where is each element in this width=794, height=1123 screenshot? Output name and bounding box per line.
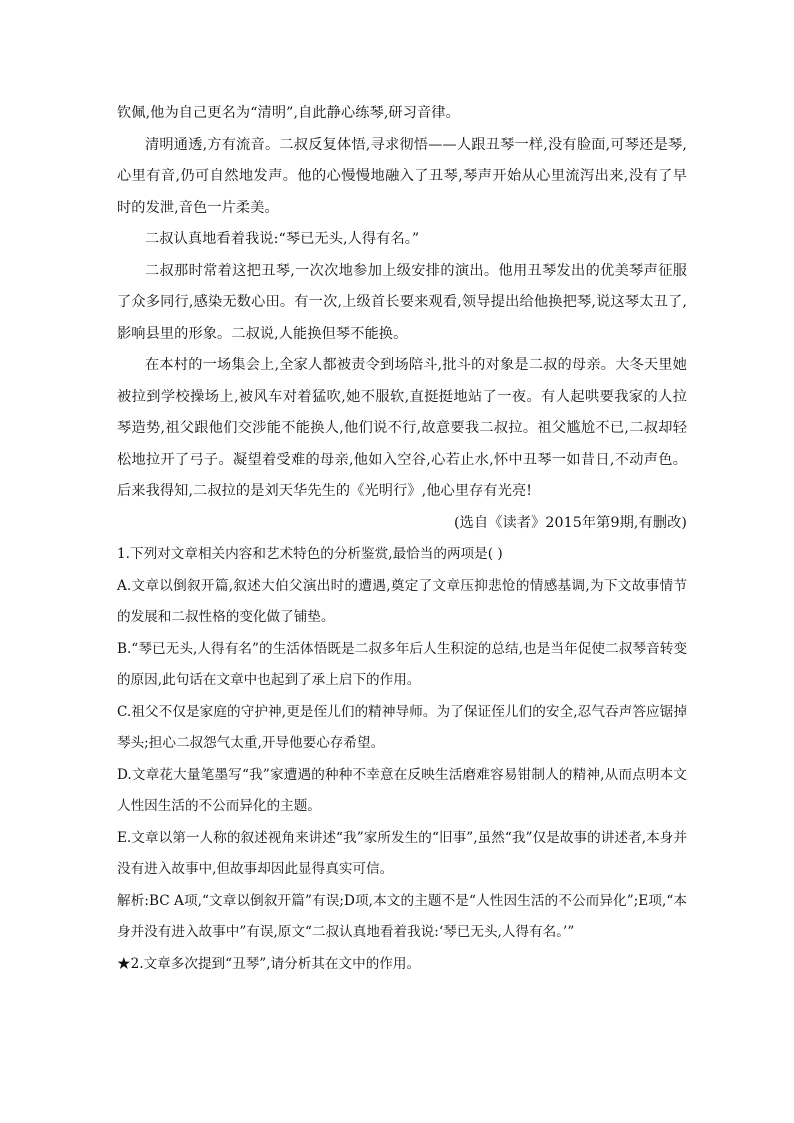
article-paragraph-3: 二叔认真地看着我说:“琴已无头,人得有名。” [145,231,420,247]
option-e: E.文章以第一人称的叙述视角来讲述“我”家所发生的“旧事”,虽然“我”仅是故事的讲述者,本身并没有进入故事中,但故事却因此显得真实可信。 [117,829,687,877]
option-a: A.文章以倒叙开篇,叙述大伯父演出时的遭遇,奠定了文章压抑悲怆的情感基调,为下文故事情节的发展和二叔性格的变化做了铺垫。 [117,577,687,625]
article-paragraph-2: 清明通透,方有流音。二叔反复体悟,寻求彻悟——人跟丑琴一样,没有脸面,可琴还是琴,心里有音,仍可自然地发声。他的心慢慢地融入了丑琴,琴声开始从心里流泻出来,没有了早时的发泄,音色一片柔美。 [117,136,687,216]
option-d: D.文章花大量笔墨写“我”家遭遇的种种不幸意在反映生活磨难容易钳制人的精神,从而点明本文人性因生活的不公而异化的主题。 [117,766,687,814]
question-1-stem: 1.下列对文章相关内容和艺术特色的分析鉴赏,最恰当的两项是( ) [117,546,503,562]
answer-analysis: 解析:BC A项,“文章以倒叙开篇”有误;D项,本文的主题不是“人性因生活的不公而异化”;E项,“本身并没有进入故事中”有误,原文“二叔认真地看着我说:‘琴已无头,人得有名。’” [117,892,687,940]
option-c: C.祖父不仅是家庭的守护神,更是侄儿们的精神导师。为了保证侄儿们的安全,忍气吞声答应锯掉琴头;担心二叔怨气太重,开导他要心存希望。 [117,703,687,751]
article-source: (选自《读者》2015年第9期,有删改) [454,514,687,531]
document-content [117,98,687,980]
question-2-stem: ★2.文章多次提到“丑琴”,请分析其在文中的作用。 [117,955,421,972]
option-b: B.“琴已无头,人得有名”的生活体悟既是二叔多年后人生积淀的总结,也是当年促使二叔琴音转变的原因,此句话在文章中也起到了承上启下的作用。 [117,640,687,688]
article-paragraph-1: 钦佩,他为自己更名为“清明”,自此静心练琴,研习音律。 [117,105,460,121]
article-paragraph-5: 在本村的一场集会上,全家人都被责令到场陪斗,批斗的对象是二叔的母亲。大冬天里她被拉到学校操场上,被风车对着猛吹,她不服软,直挺挺地站了一夜。有人起哄要我家的人拉琴造势,祖父跟他们交涉能不能换人,他们说不行,故意要我二叔拉。祖父尴尬不已,二叔却轻松地拉开了弓子。凝望着受难的母亲,他如入空谷,心若止水,怀中丑琴一如昔日,不动声色。后来我得知,二叔拉的是刘天华先生的《光明行》,他心里存有光亮! [117,357,687,499]
article-paragraph-4: 二叔那时常着这把丑琴,一次次地参加上级安排的演出。他用丑琴发出的优美琴声征服了众多同行,感染无数心田。有一次,上级首长要来观看,领导提出给他换把琴,说这琴太丑了,影响县里的形象。二叔说,人能换但琴不能换。 [117,262,687,342]
